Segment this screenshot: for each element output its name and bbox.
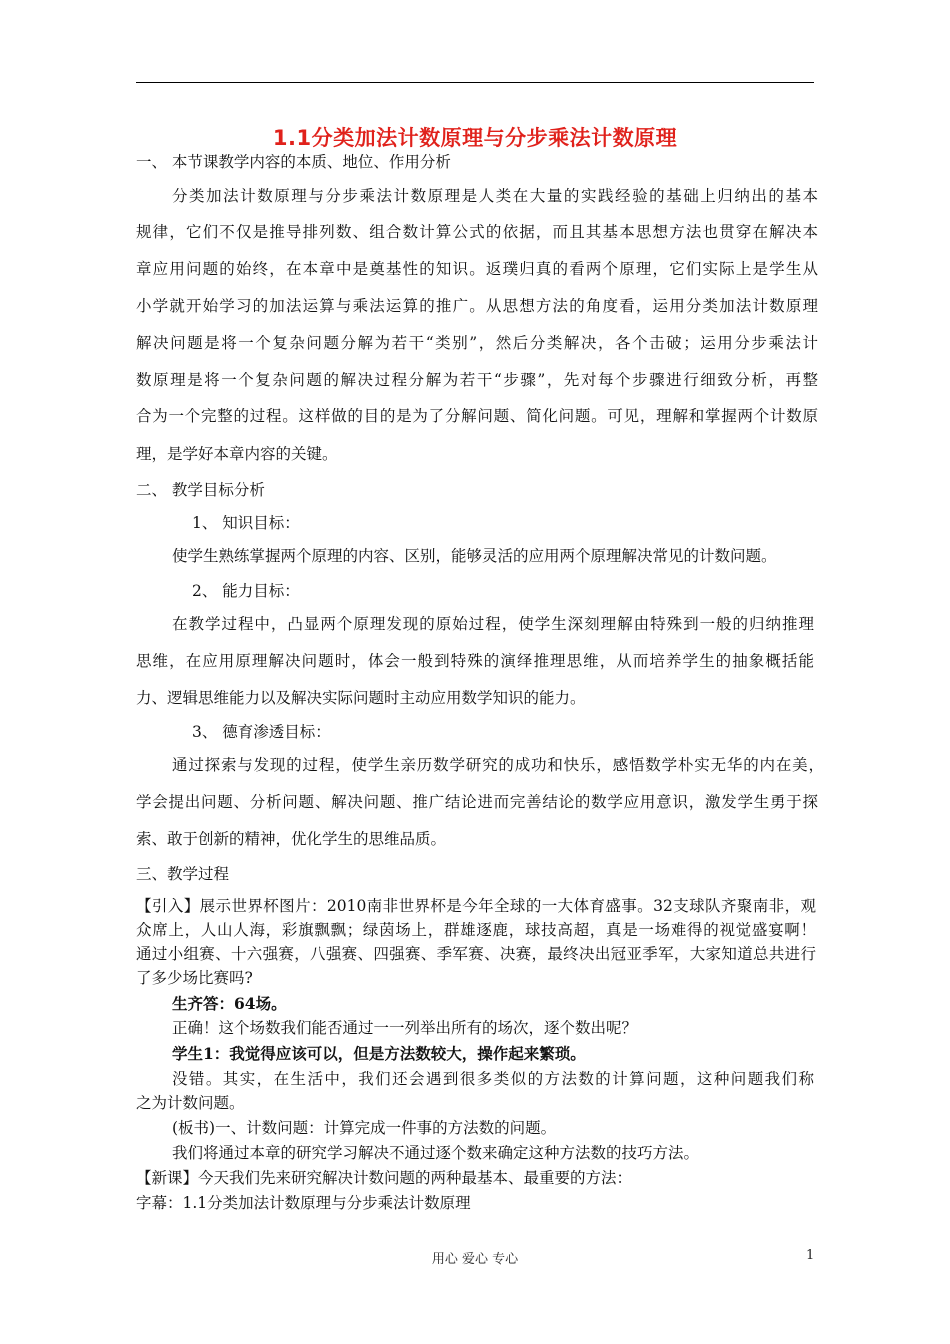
goal2-line-2: 思维，在应用原理解决问题时，体会一般到特殊的演绎推理思维，从而培养学生的抽象概括能 — [136, 652, 814, 670]
section1-line-5: 解决问题是将一个复杂问题分解为若干“类别”，然后分类解决，各个击破；运用分步乘法计 — [136, 334, 818, 352]
section1-line-3: 章应用问题的始终，在本章中是奠基性的知识。返璞归真的看两个原理，它们实际上是学生从 — [136, 260, 818, 278]
section1-line-8: 理，是学好本章内容的关键。 — [136, 445, 338, 463]
goal1-text: 使学生熟练掌握两个原理的内容、区别，能够灵活的应用两个原理解决常见的计数问题。 — [172, 547, 777, 565]
section1-line-4: 小学就开始学习的加法运算与乘法运算的推广。从思想方法的角度看，运用分类加法计数原理 — [136, 297, 818, 315]
intro-line-1: 【引入】展示世界杯图片：2010南非世界杯是今年全球的一大体育盛事。32支球队齐聚南非，观 — [136, 897, 816, 915]
goal3-line-1: 通过探索与发现的过程，使学生亲历数学研究的成功和快乐，感悟数学朴实无华的内在美， — [172, 756, 824, 774]
goal3-line-3: 索、敢于创新的精神，优化学生的思维品质。 — [136, 830, 447, 848]
section1-line-7: 合为一个完整的过程。这样做的目的是为了分解问题、简化问题。可见，理解和掌握两个计数原 — [136, 407, 818, 425]
intro-line-4: 了多少场比赛吗? — [136, 969, 253, 987]
teacher-reply-1: 正确！这个场数我们能否通过一一列举出所有的场次，逐个数出呢？ — [172, 1019, 638, 1037]
board-note: (板书)一、计数问题：计算完成一件事的方法数的问题。 — [172, 1119, 557, 1137]
student-answer: 生齐答：64场。 — [172, 994, 287, 1013]
intro-line-2: 众席上，人山人海，彩旗飘飘；绿茵场上，群雄逐鹿，球技高超，真是一场难得的视觉盛宴啊！ — [136, 921, 816, 939]
goal2-line-1: 在教学过程中，凸显两个原理发现的原始过程，使学生深刻理解由特殊到一般的归纳推理 — [172, 615, 814, 633]
section3-heading: 三、教学过程 — [136, 865, 230, 883]
goal3-line-2: 学会提出问题、分析问题、解决问题、推广结论进而完善结论的数学应用意识，激发学生勇于探 — [136, 793, 818, 811]
section1-line-2: 规律，它们不仅是推导排列数、组合数计算公式的依据，而且其基本思想方法也贯穿在解决本 — [136, 223, 818, 241]
student1-reply: 学生1：我觉得应该可以，但是方法数较大，操作起来繁琐。 — [172, 1044, 586, 1063]
goal3-label: 3、 德育渗透目标： — [192, 723, 331, 741]
new-lesson: 【新课】今天我们先来研究解决计数问题的两种最基本、最重要的方法： — [136, 1169, 633, 1187]
goal1-label: 1、 知识目标： — [192, 514, 300, 532]
goal2-label: 2、 能力目标： — [192, 582, 300, 600]
header-rule — [136, 82, 814, 83]
study-plan: 我们将通过本章的研究学习解决不通过逐个数来确定这种方法数的技巧方法。 — [172, 1144, 700, 1162]
goal2-line-3: 力、逻辑思维能力以及解决实际问题时主动应用数学知识的能力。 — [136, 689, 586, 707]
section1-line-1: 分类加法计数原理与分步乘法计数原理是人类在大量的实践经验的基础上归纳出的基本 — [172, 187, 818, 205]
page-footer: 用心 爱心 专心 — [431, 1252, 519, 1267]
teacher-reply-2-line-2: 之为计数问题。 — [136, 1094, 245, 1112]
section2-heading: 二、 教学目标分析 — [136, 481, 265, 499]
section1-line-6: 数原理是将一个复杂问题的解决过程分解为若干“步骤”，先对每个步骤进行细致分析，再整 — [136, 371, 818, 389]
document-title: 1.1分类加法计数原理与分步乘法计数原理 — [272, 126, 678, 150]
caption: 字幕：1.1分类加法计数原理与分步乘法计数原理 — [136, 1194, 471, 1212]
section1-heading: 一、 本节课教学内容的本质、地位、作用分析 — [136, 153, 451, 171]
intro-line-3: 通过小组赛、十六强赛，八强赛、四强赛、季军赛、决赛，最终决出冠亚季军，大家知道总共进行 — [136, 945, 816, 963]
page-number: 1 — [806, 1248, 815, 1263]
teacher-reply-2-line-1: 没错。其实，在生活中，我们还会遇到很多类似的方法数的计算问题，这种问题我们称 — [172, 1070, 814, 1088]
